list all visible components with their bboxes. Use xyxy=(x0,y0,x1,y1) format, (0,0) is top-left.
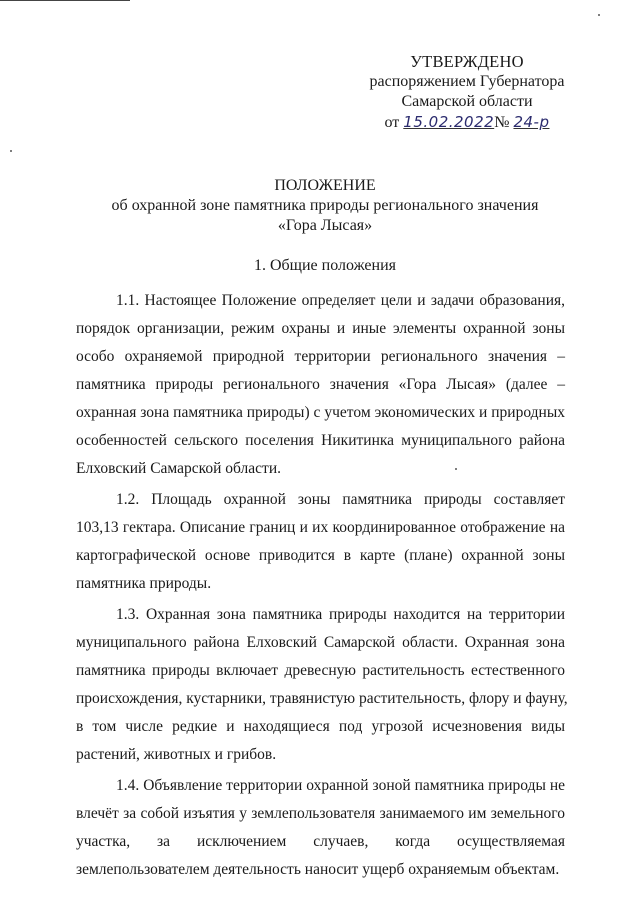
text-line: особенностей сельского поселения Никитинка муниципального района xyxy=(76,432,565,449)
approval-line-1: распоряжением Губернатора xyxy=(369,73,565,90)
scan-speck xyxy=(10,150,12,152)
text-line: 103,13 гектара. Описание границ и их координированное отображение на xyxy=(76,519,565,536)
text-line: в том числе редкие и находящиеся под угрозой исчезновения виды xyxy=(76,718,565,735)
text-line: землепользователем деятельность наносит ущерб охраняемым объектам. xyxy=(76,861,560,878)
approval-block xyxy=(352,52,582,133)
text-line: памятника природы включает древесную растительность естественного xyxy=(76,662,565,679)
text-line: охранная зона памятника природы) с учетом экономических и природных xyxy=(76,404,565,421)
text-line: влечёт за собой изъятия у землепользователя занимаемого им земельного xyxy=(76,805,565,822)
text-line: растений, животных и грибов. xyxy=(76,746,277,763)
approval-title: УТВЕРЖДЕНО xyxy=(410,52,524,71)
document-subtitle-1: об охранной зоне памятника природы регионального значения xyxy=(111,197,539,214)
text-line: памятника природы. xyxy=(76,575,212,592)
text-line: 1.2. Площадь охранной зоны памятника природы составляет xyxy=(116,491,565,508)
text-line: участка, за исключением случаев, когда осуществляемая xyxy=(76,833,565,850)
number-sign: № xyxy=(494,114,510,131)
text-line: муниципального района Елховский Самарской области. Охранная зона xyxy=(76,634,565,651)
text-line: 1.1. Настоящее Положение определяет цели и задачи образования, xyxy=(116,292,565,309)
text-line: порядок организации, режим охраны и иные элементы охранной зоны xyxy=(76,320,565,337)
document-body xyxy=(76,287,568,887)
text-line: 1.4. Объявление территории охранной зоной памятника природы не xyxy=(116,777,565,794)
paragraph-1-4 xyxy=(76,772,565,884)
scan-speck xyxy=(598,14,600,16)
approval-date-line xyxy=(352,112,582,133)
document-subtitle-2: «Гора Лысая» xyxy=(277,217,373,234)
approval-line-2: Самарской области xyxy=(401,93,533,110)
text-line: Елховский Самарской области. xyxy=(76,460,281,477)
paragraph-1-1 xyxy=(76,287,565,483)
handwritten-number: 24-р xyxy=(513,113,550,131)
paragraph-1-2 xyxy=(76,486,565,598)
paragraph-1-3 xyxy=(76,601,568,769)
text-line: 1.3. Охранная зона памятника природы находится на территории xyxy=(116,606,565,623)
text-line: памятника природы регионального значения «Гора Лысая» (далее – xyxy=(76,376,565,393)
text-line: происхождения, кустарники, травянистую растительность, флору и фауну, xyxy=(76,690,568,707)
section-heading: 1. Общие положения xyxy=(253,257,397,274)
document-title: ПОЛОЖЕНИЕ xyxy=(274,177,376,194)
handwritten-date: 15.02.2022 xyxy=(403,113,495,131)
date-prefix: от xyxy=(384,114,400,131)
scan-edge-line xyxy=(0,0,130,1)
text-line: картографической основе приводится в карте (плане) охранной зоны xyxy=(76,547,565,564)
document-title-block xyxy=(60,176,590,236)
text-line: особо охраняемой природной территории регионального значения – xyxy=(76,348,565,365)
